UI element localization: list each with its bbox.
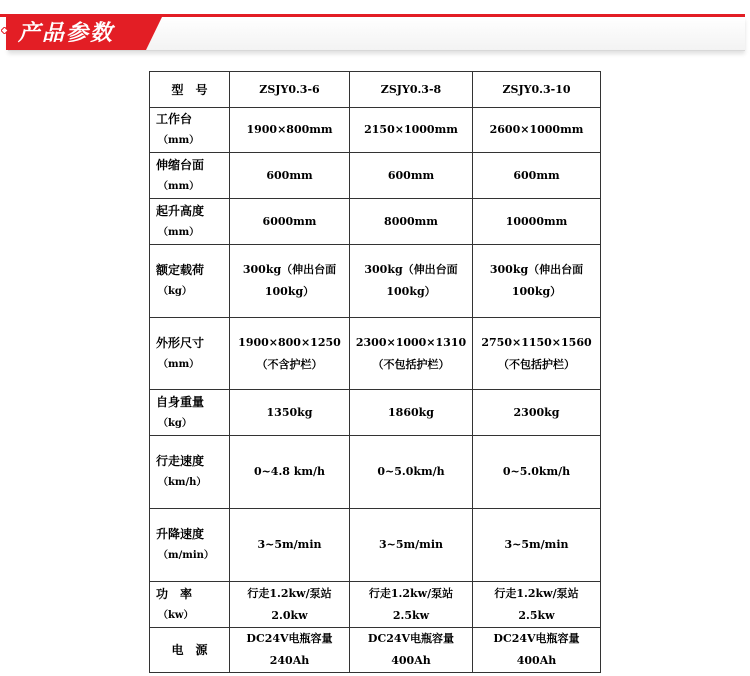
value-cell: 3~5m/min (473, 509, 601, 582)
value-cell: 300kg（伸出台面 100kg） (473, 245, 601, 318)
value-cell: 0~4.8 km/h (230, 436, 350, 509)
value-cell: DC24V电瓶容量 240Ah (230, 628, 350, 673)
value-cell: 3~5m/min (350, 509, 473, 582)
value-cell: 300kg（伸出台面 100kg） (230, 245, 350, 318)
row-label: 自身重量 （kg） (150, 390, 230, 436)
value-cell: 3~5m/min (230, 509, 350, 582)
table-row (150, 245, 601, 318)
spec-table (149, 71, 601, 673)
row-label: 起升高度 （mm） (150, 199, 230, 245)
value-cell: 2150×1000mm (350, 108, 473, 153)
model-cell: ZSJY0.3-6 (230, 72, 350, 108)
value-cell: 8000mm (350, 199, 473, 245)
value-cell: 行走1.2kw/泵站 2.5kw (350, 582, 473, 628)
value-cell: 6000mm (230, 199, 350, 245)
row-label: 额定载荷 （kg） (150, 245, 230, 318)
value-cell: 10000mm (473, 199, 601, 245)
value-cell: 600mm (473, 153, 601, 199)
table-row (150, 628, 601, 673)
row-label: 工作台 （mm） (150, 108, 230, 153)
table-row (150, 153, 601, 199)
row-label: 外形尺寸 （mm） (150, 318, 230, 390)
value-cell: 600mm (230, 153, 350, 199)
model-cell: ZSJY0.3-8 (350, 72, 473, 108)
value-cell: 1350kg (230, 390, 350, 436)
table-row (150, 318, 601, 390)
value-cell: 2750×1150×1560 （不包括护栏） (473, 318, 601, 390)
table-row (150, 582, 601, 628)
row-label: 升降速度 （m/min） (150, 509, 230, 582)
row-label: 伸缩台面 （mm） (150, 153, 230, 199)
value-cell: 2600×1000mm (473, 108, 601, 153)
value-cell: 1860kg (350, 390, 473, 436)
value-cell: 300kg（伸出台面 100kg） (350, 245, 473, 318)
model-header-label: 型 号 (150, 72, 230, 108)
table-header-row (150, 72, 601, 108)
value-cell: DC24V电瓶容量 400Ah (350, 628, 473, 673)
table-row (150, 199, 601, 245)
table-row (150, 436, 601, 509)
row-label: 功 率 （kw） (150, 582, 230, 628)
section-title: 产品参数 (18, 21, 115, 46)
table-row (150, 108, 601, 153)
value-cell: 1900×800mm (230, 108, 350, 153)
value-cell: DC24V电瓶容量 400Ah (473, 628, 601, 673)
value-cell: 行走1.2kw/泵站 2.5kw (473, 582, 601, 628)
model-cell: ZSJY0.3-10 (473, 72, 601, 108)
table-row (150, 390, 601, 436)
value-cell: 2300kg (473, 390, 601, 436)
value-cell: 1900×800×1250 （不含护栏） (230, 318, 350, 390)
section-header (0, 0, 750, 64)
value-cell: 0~5.0km/h (350, 436, 473, 509)
value-cell: 600mm (350, 153, 473, 199)
value-cell: 行走1.2kw/泵站 2.0kw (230, 582, 350, 628)
diamond-icon (1, 27, 8, 34)
row-label: 电 源 (150, 628, 230, 673)
value-cell: 0~5.0km/h (473, 436, 601, 509)
value-cell: 2300×1000×1310 （不包括护栏） (350, 318, 473, 390)
table-row (150, 509, 601, 582)
row-label: 行走速度 （km/h） (150, 436, 230, 509)
